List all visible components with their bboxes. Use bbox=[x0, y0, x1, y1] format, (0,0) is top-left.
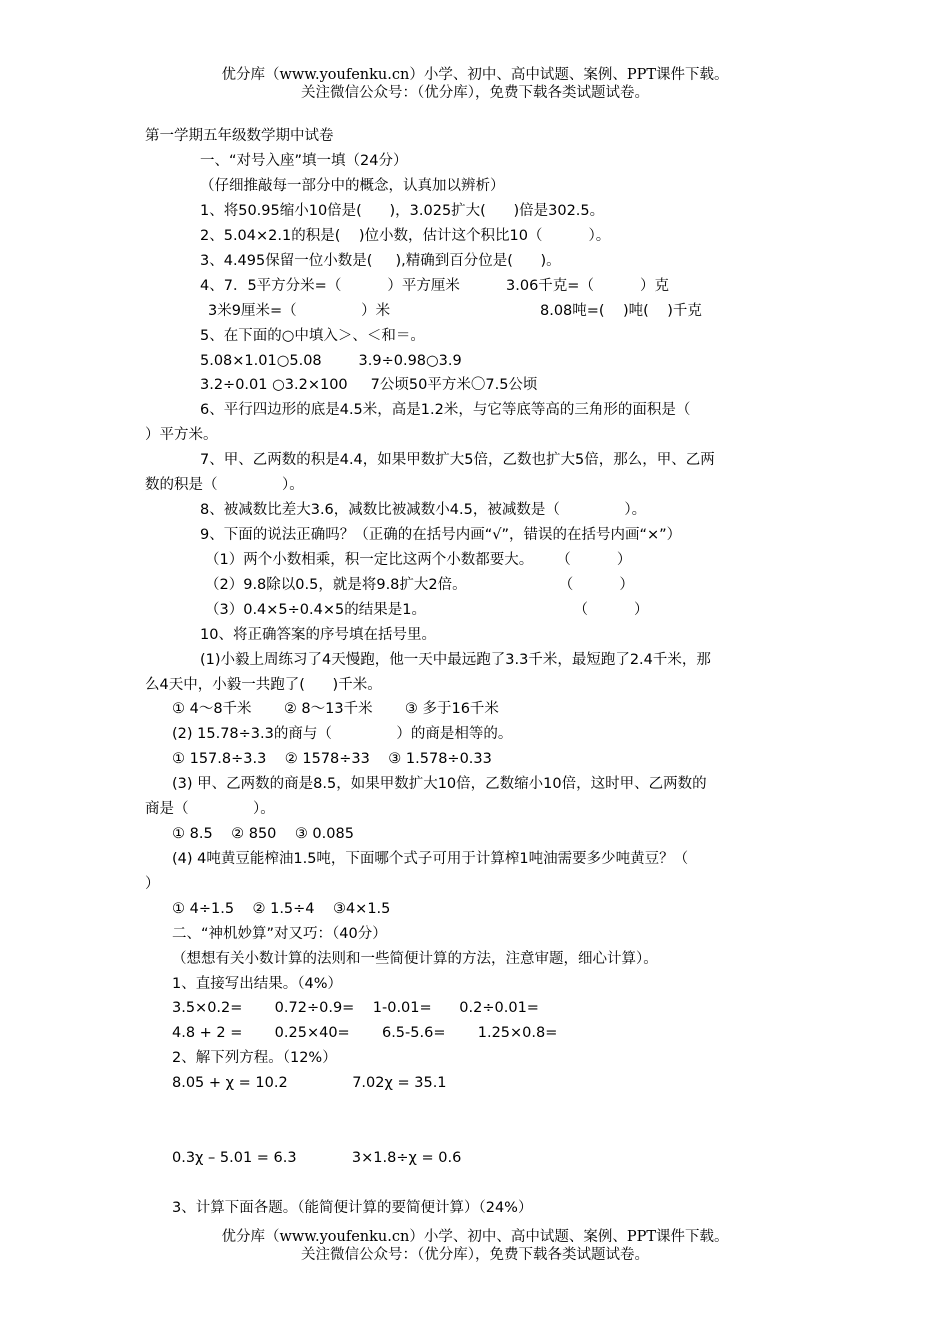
question-line: 2、5.04×2.1的积是( )位小数，估计这个积比10（ ）。 bbox=[200, 228, 611, 244]
calculation-row: 3.5×0.2= 0.72÷0.9= 1-0.01= 0.2÷0.01= bbox=[172, 1000, 539, 1016]
answer-options: ① 157.8÷3.3 ② 1578÷33 ③ 1.578÷0.33 bbox=[172, 751, 492, 767]
question-line: (3) 甲、乙两数的商是8.5，如果甲数扩大10倍，乙数缩小10倍，这时甲、乙两数的 bbox=[172, 776, 707, 792]
subsection-heading: 2、解下列方程。（12%） bbox=[172, 1050, 337, 1066]
document-title: 第一学期五年级数学期中试卷 bbox=[145, 128, 334, 144]
header-line-1: 优分库（www.youfenku.cn）小学、初中、高中试题、案例、PPT课件下载。 bbox=[221, 67, 729, 83]
equation-row: 8.05 + χ = 10.2 7.02χ = 35.1 bbox=[172, 1075, 447, 1091]
answer-options: ① 4÷1.5 ② 1.5÷4 ③4×1.5 bbox=[172, 901, 391, 917]
question-line: 3米9厘米=（ ）米 bbox=[208, 303, 391, 319]
page-header bbox=[0, 66, 950, 102]
section-two-instruction: （想想有关小数计算的法则和一些简便计算的方法，注意审题，细心计算）。 bbox=[172, 951, 658, 967]
question-line: 3.2÷0.01 ○3.2×100 7公顷50平方米〇7.5公顷 bbox=[200, 377, 538, 393]
answer-options: ① 4～8千米 ② 8～13千米 ③ 多于16千米 bbox=[172, 701, 499, 717]
footer-line-2: 关注微信公众号：（优分库），免费下载各类试题试卷。 bbox=[301, 1247, 649, 1263]
question-line: 5、在下面的○中填入＞、＜和＝。 bbox=[200, 328, 425, 344]
question-line: 商是（ ）。 bbox=[145, 801, 275, 817]
question-line: 9、下面的说法正确吗？（正确的在括号内画“√”，错误的在括号内画“×”） bbox=[200, 527, 682, 543]
header-line-2: 关注微信公众号：（优分库），免费下载各类试题试卷。 bbox=[301, 85, 649, 101]
page-footer bbox=[0, 1228, 950, 1264]
question-line: ） bbox=[145, 876, 160, 892]
section-one-heading: 一、“对号入座”填一填（24分） bbox=[200, 153, 408, 169]
question-line: 5.08×1.01○5.08 3.9÷0.98○3.9 bbox=[200, 353, 462, 369]
section-two-heading: 二、“神机妙算”对又巧：（40分） bbox=[172, 926, 387, 942]
question-line: 数的积是（ ）。 bbox=[145, 477, 304, 493]
question-line: ）平方米。 bbox=[145, 427, 218, 443]
question-line: （2）9.8除以0.5，就是将9.8扩大2倍。 （ ） bbox=[205, 577, 634, 593]
question-line: 3、4.495保留一位小数是( ),精确到百分位是( )。 bbox=[200, 253, 561, 269]
question-line: 6、平行四边形的底是4.5米，高是1.2米，与它等底等高的三角形的面积是（ bbox=[200, 402, 691, 418]
section-one-instruction: （仔细推敲每一部分中的概念，认真加以辨析） bbox=[200, 178, 505, 194]
question-line: （1）两个小数相乘，积一定比这两个小数都要大。 （ ） bbox=[205, 552, 632, 568]
subsection-heading: 3、计算下面各题。（能简便计算的要简便计算）（24%） bbox=[172, 1200, 533, 1216]
subsection-heading: 1、直接写出结果。（4%） bbox=[172, 976, 342, 992]
question-line: 4、7．5平方分米=（ ）平方厘米 3.06千克=（ ）克 bbox=[200, 278, 670, 294]
question-line: (4) 4吨黄豆能榨油1.5吨，下面哪个式子可用于计算榨1吨油需要多少吨黄豆？（ bbox=[172, 851, 689, 867]
question-line: 8、被减数比差大3.6，减数比被减数小4.5，被减数是（ ）。 bbox=[200, 502, 647, 518]
footer-line-1: 优分库（www.youfenku.cn）小学、初中、高中试题、案例、PPT课件下载。 bbox=[221, 1229, 729, 1245]
question-line: (2) 15.78÷3.3的商与（ ）的商是相等的。 bbox=[172, 726, 513, 742]
question-line: 么4天中，小毅一共跑了( )千米。 bbox=[145, 677, 382, 693]
equation-row: 0.3χ – 5.01 = 6.3 3×1.8÷χ = 0.6 bbox=[172, 1150, 462, 1166]
question-line: (1)小毅上周练习了4天慢跑，他一天中最远跑了3.3千米，最短跑了2.4千米，那 bbox=[200, 652, 711, 668]
calculation-row: 4.8 + 2 = 0.25×40= 6.5-5.6= 1.25×0.8= bbox=[172, 1025, 558, 1041]
question-line: 7、甲、乙两数的积是4.4，如果甲数扩大5倍，乙数也扩大5倍，那么，甲、乙两 bbox=[200, 452, 715, 468]
question-line: 1、将50.95缩小10倍是( )，3.025扩大( )倍是302.5。 bbox=[200, 203, 605, 219]
question-line: 8.08吨=( )吨( )千克 bbox=[540, 303, 702, 319]
question-line: 10、将正确答案的序号填在括号里。 bbox=[200, 627, 436, 643]
question-line: （3）0.4×5÷0.4×5的结果是1。 （ ） bbox=[205, 602, 649, 618]
answer-options: ① 8.5 ② 850 ③ 0.085 bbox=[172, 826, 354, 842]
